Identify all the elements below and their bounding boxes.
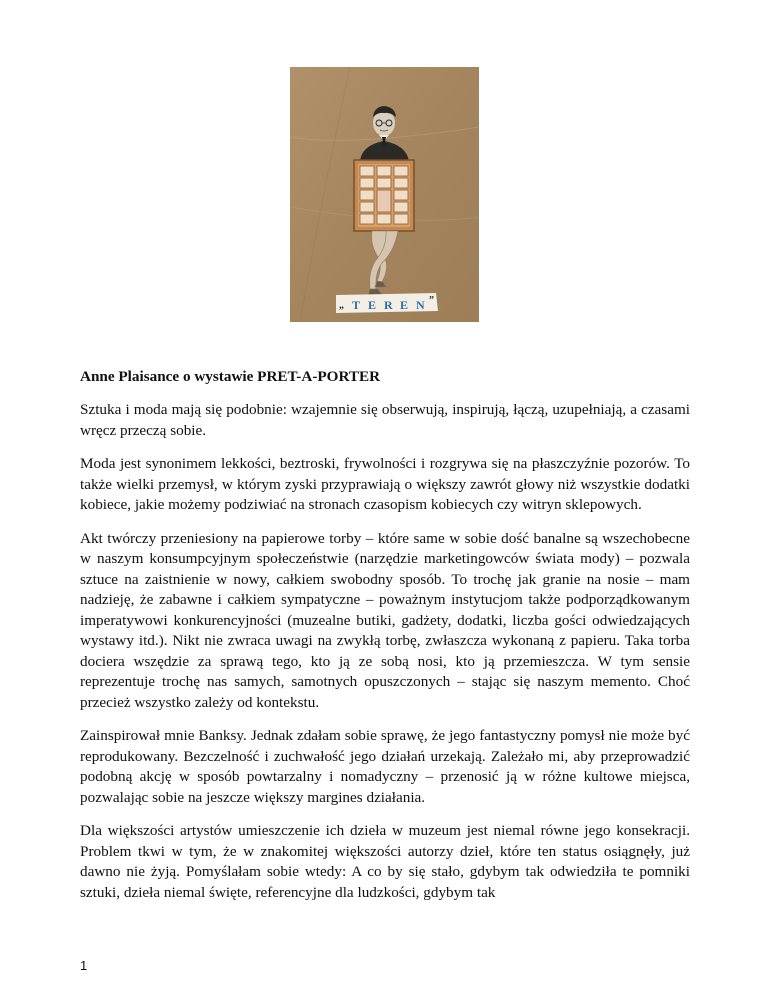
paragraph: Akt twórczy przeniesiony na papierowe torby – które same w sobie dość banalne są wszechobecne w naszym konsumpcyjnym społeczeństwie (narzędzie marketingowców świata mody) – pozwala sztuce na zaistnienie w nowy, całkiem swobodny sposób. To trochę jak granie na nosie – mam nadzieję, że zabawne i całkiem sympatyczne – poważnym instytucjom także podporządkowanym imperatywowi konkurencyjności (muzealne butiki, gadżety, dodatki, liczba gości odwiedzających wystawy itd.). Nikt nie zwraca uwagi na zwykłą torbę, zwłaszcza wykonaną z papieru. Taka torba dociera wszędzie za sprawą tego, kto ją ze sobą nosi, kto ją przemieszcza. W tym sensie reprezentuje trochę nas samych, samotnych opuszczonych – stając się naszym memento. Choć przecież wszystko zależy od kontekstu. <box>80 529 690 711</box>
paragraph: Zainspirował mnie Banksy. Jednak zdałam sobie sprawę, że jego fantastyczny pomysł nie może być reprodukowany. Bezczelność i zuchwałość jego działań urzekają. Zależało mi, aby przeprowadzić podobną akcję w sposób powtarzalny i nomadyczny – przenosić ją w różne kultowe miejsca, pozwalając sobie na jeszcze większy margines działania. <box>80 727 690 806</box>
caption-letter: E <box>400 298 409 312</box>
paragraph: Moda jest synonimem lekkości, beztroski, frywolności i rozgrywa się na płaszczyźnie pozorów. To także wielki przemysł, w którym zyski przyprawiają o większy zawrót głowy niż wszystkie dodatki kobiece, jakie możemy podziwiać na stronach czasopism kobiecych czy witryn sklepowych. <box>80 455 690 513</box>
page-number: 1 <box>80 958 88 973</box>
caption-quote-close: ” <box>429 295 434 306</box>
caption-label <box>336 293 438 313</box>
caption-letter: T <box>352 298 361 312</box>
collage-artwork <box>290 67 479 322</box>
drawer-cabinet <box>354 160 414 231</box>
document-title: Anne Plaisance o wystawie PRET-A-PORTER <box>80 368 381 385</box>
paragraph: Dla większości artystów umieszczenie ich dzieła w muzeum jest niemal równe jego konsekracji. Problem tkwi w tym, że w znakomitej większości autorzy dzieł, które ten status osiągnęły, już dawno nie żyją. Pomyślałam sobie wtedy: A co by się stało, gdybym tak odwiedziła te pomniki sztuki, dzieła niemal święte, referencyjne dla ludzkości, gdybym tak <box>80 822 690 901</box>
caption-quote-open: „ <box>339 300 344 311</box>
document-body <box>80 367 690 916</box>
caption-letter: R <box>384 298 393 312</box>
caption-letter: N <box>416 298 425 312</box>
caption-letter: E <box>368 298 377 312</box>
collage-image <box>290 67 479 322</box>
paragraph: Sztuka i moda mają się podobnie: wzajemnie się obserwują, inspirują, łączą, uzupełniają, a czasami wręcz przeczą sobie. <box>80 401 690 439</box>
